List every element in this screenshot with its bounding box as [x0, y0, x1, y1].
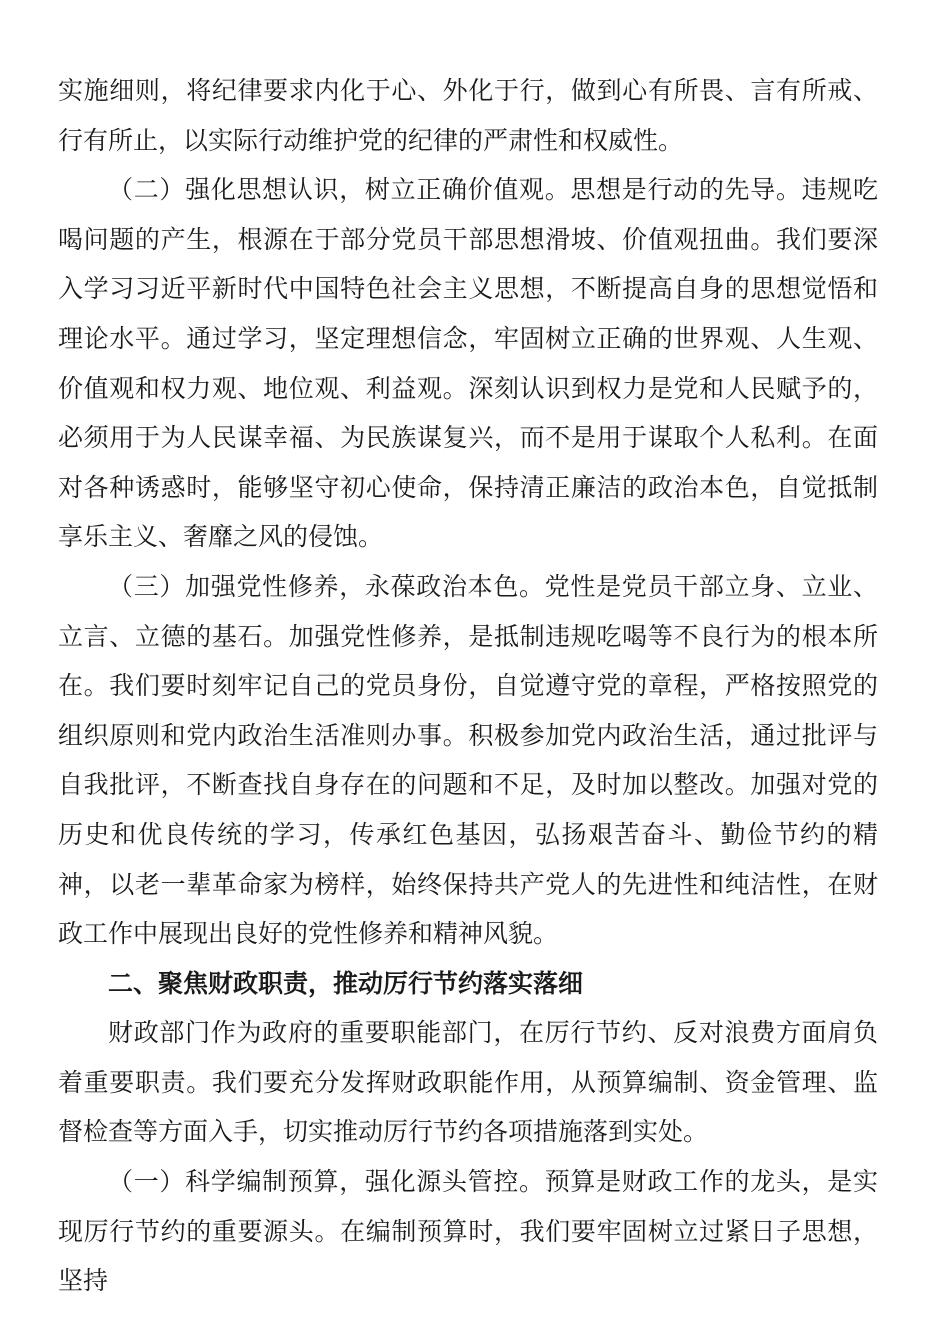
paragraph-budget: （一）科学编制预算，强化源头管控。预算是财政工作的龙头，是实现厉行节约的重要源头。在编制预算时，我们要牢固树立过紧日子思想，坚持 — [58, 1167, 878, 1296]
section-heading-two: 二、聚焦财政职责，推动厉行节约落实落细 — [108, 968, 584, 998]
paragraph-section-3: （三）加强党性修养，永葆政治本色。党性是党员干部立身、立业、立言、立德的基石。加强党性修养，是抵制违规吃喝等不良行为的根本所在。我们要时刻牢记自己的党员身份，自觉遵守党的章程，严格按照党的组织原则和党内政治生活准则办事。积极参加党内政治生活，通过批评与自我批评，不断查找自身存在的问题和不足，及时加以整改。加强对党的历史和优良传统的学习，传承红色基因，弘扬艰苦奋斗、勤俭节约的精神，以老一辈革命家为榜样，始终保持共产党人的先进性和纯洁性，在财政工作中展现出良好的党性修养和精神风貌。 — [58, 571, 878, 949]
document-page — [58, 66, 878, 1306]
paragraph-intro-continuation: 实施细则，将纪律要求内化于心、外化于行，做到心有所畏、言有所戒、行有所止，以实际行动维护党的纪律的严肃性和权威性。 — [58, 76, 878, 155]
paragraph-section-2: （二）强化思想认识，树立正确价值观。思想是行动的先导。违规吃喝问题的产生，根源在于部分党员干部思想滑坡、价值观扭曲。我们要深入学习习近平新时代中国特色社会主义思想，不断提高自身的思想觉悟和理论水平。通过学习，坚定理想信念，牢固树立正确的世界观、人生观、价值观和权力观、地位观、利益观。深刻认识到权力是党和人民赋予的，必须用于为人民谋幸福、为民族谋复兴，而不是用于谋取个人私利。在面对各种诱惑时，能够坚守初心使命，保持清正廉洁的政治本色，自觉抵制享乐主义、奢靡之风的侵蚀。 — [58, 175, 878, 552]
paragraph-finance-duties: 财政部门作为政府的重要职能部门，在厉行节约、反对浪费方面肩负着重要职责。我们要充分发挥财政职能作用，从预算编制、资金管理、监督检查等方面入手，切实推动厉行节约各项措施落到实处。 — [58, 1018, 878, 1147]
